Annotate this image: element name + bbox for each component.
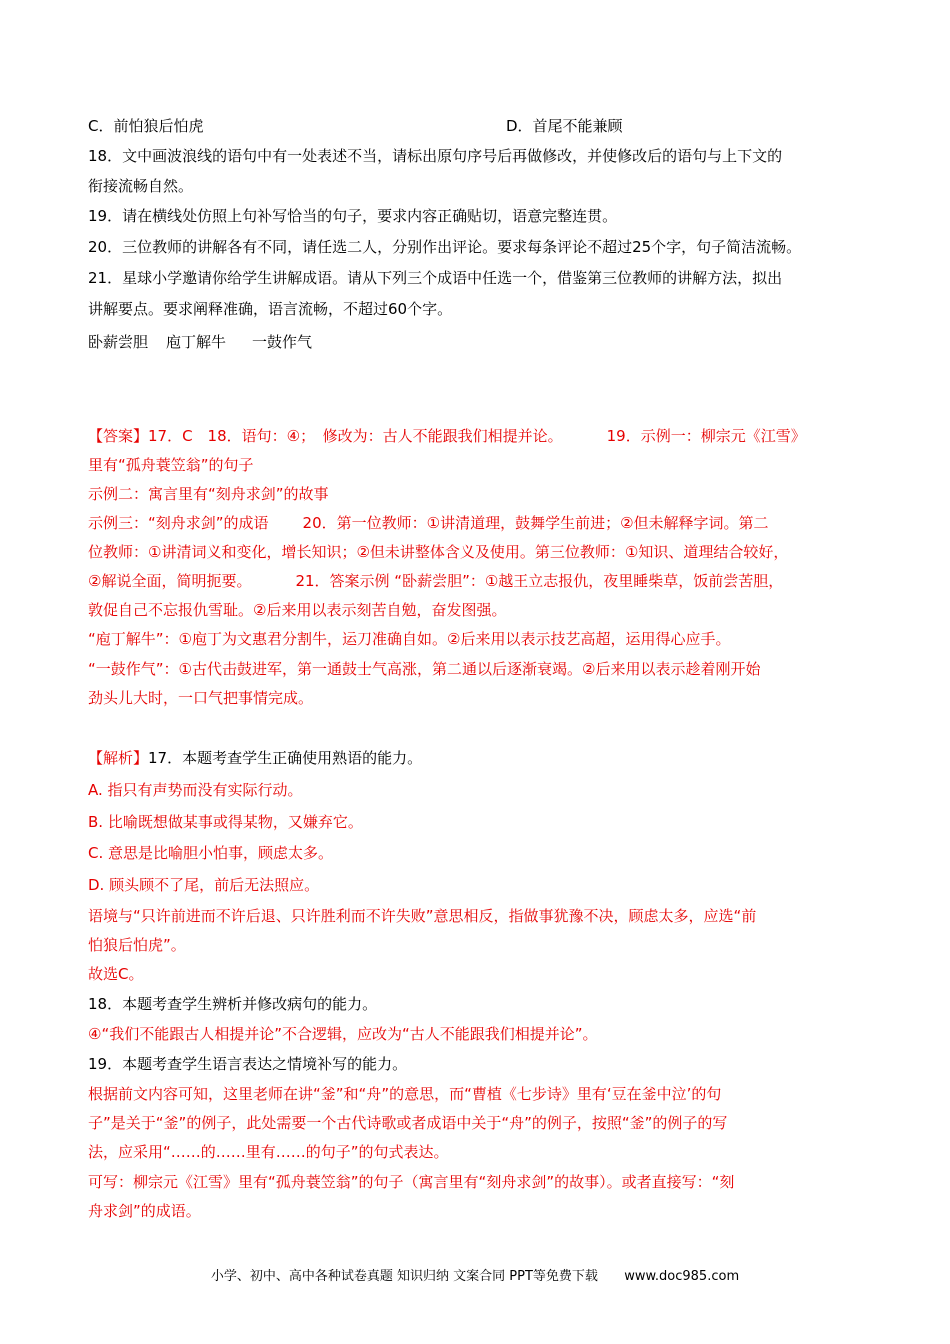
question-18-line-1: 18．文中画波浪线的语句中有一处表述不当，请标出原句序号后再做修改，并使修改后的语句与上下文的 — [88, 147, 783, 165]
question-19: 19．请在横线处仿照上句补写恰当的句子，要求内容正确贴切，语意完整连贯。 — [88, 207, 618, 225]
analysis-19-line-3: 法，应采用“……的……里有……的句子”的句式表达。 — [88, 1143, 449, 1161]
idiom-list — [88, 332, 312, 352]
idiom-3: 一鼓作气 — [252, 333, 313, 351]
question-20: 20．三位教师的讲解各有不同，请任选二人，分别作出评论。要求每条评论不超过25个字，句子简洁流畅。 — [88, 238, 802, 256]
answer-line-10: 劲头儿大时，一口气把事情完成。 — [88, 689, 314, 707]
analysis-17-intro: 17．本题考查学生正确使用熟语的能力。 — [148, 749, 423, 767]
footer-site-link[interactable]: www.doc985.com — [624, 1269, 740, 1284]
answer-line-9: “一鼓作气”：①古代击鼓进军，第一通鼓士气高涨，第二通以后逐渐衰竭。②后来用以表示趁着刚开始 — [88, 660, 761, 678]
answer-19-example-3: 示例三：“刻舟求剑”的成语 — [88, 514, 269, 532]
answer-line-2: 里有“孤舟蓑笠翁”的句子 — [88, 456, 254, 474]
idiom-2: 庖丁解牛 — [166, 333, 227, 351]
answer-20: 20．第一位教师：①讲清道理，鼓舞学生前进；②但未解释字词。第二 — [302, 514, 769, 532]
question-18-line-2: 衔接流畅自然。 — [88, 177, 194, 195]
analysis-19-intro: 19．本题考查学生语言表达之情境补写的能力。 — [88, 1055, 408, 1073]
answer-line-5: 位教师：①讲清词义和变化，增长知识；②但未讲整体含义及使用。第三位教师：①知识、道理结合较好， — [88, 543, 789, 561]
footer-text: 小学、初中、高中各种试卷真题 知识归纳 文案合同 PPT等免费下载 — [210, 1269, 598, 1284]
answer-20-end: ②解说全面，简明扼要。 — [88, 572, 252, 590]
answer-line-4 — [88, 513, 769, 533]
option-d: D．首尾不能兼顾 — [506, 117, 623, 135]
idiom-1: 卧薪尝胆 — [88, 333, 149, 351]
analysis-header — [88, 748, 422, 768]
analysis-18-intro: 18．本题考查学生辨析并修改病句的能力。 — [88, 995, 378, 1013]
analysis-18-explain: ④“我们不能跟古人相提并论”不合逻辑，应改为“古人不能跟我们相提并论”。 — [88, 1025, 598, 1043]
analysis-17-conclusion: 故选C。 — [88, 965, 144, 983]
answer-line-7: 敦促自己不忘报仇雪耻。②后来用以表示刻苦自勉，奋发图强。 — [88, 601, 507, 619]
analysis-option-a: A. 指只有声势而没有实际行动。 — [88, 781, 303, 799]
analysis-17-explain-2: 怕狼后怕虎”。 — [88, 936, 186, 954]
analysis-option-d: D. 顾头顾不了尾，前后无法照应。 — [88, 876, 320, 894]
analysis-label: 【解析】 — [88, 749, 149, 767]
answer-19-example-1: 19．示例一：柳宗元《江雪》 — [606, 427, 806, 445]
answer-21: 21．答案示例 “卧薪尝胆”：①越王立志报仇，夜里睡柴草，饭前尝苦胆， — [295, 572, 784, 590]
answer-17-18: 【答案】17．C 18．语句：④； 修改为：古人不能跟我们相提并论。 — [88, 427, 563, 445]
analysis-19-line-4: 可写：柳宗元《江雪》里有“孤舟蓑笠翁”的句子（寓言里有“刻舟求剑”的故事）。或者直接写：“刻 — [88, 1173, 735, 1191]
answer-line-6 — [88, 571, 783, 591]
analysis-19-line-1: 根据前文内容可知，这里老师在讲“釜”和“舟”的意思，而“曹植《七步诗》里有‘豆在釜中泣’的句 — [88, 1085, 722, 1103]
question-21-line-2: 讲解要点。要求阐释准确，语言流畅，不超过60个字。 — [88, 300, 453, 318]
option-row — [88, 116, 788, 136]
analysis-option-b: B. 比喻既想做某事或得某物，又嫌弃它。 — [88, 813, 363, 831]
answer-19-example-2: 示例二：寓言里有“刻舟求剑”的故事 — [88, 485, 329, 503]
answer-line-1 — [88, 426, 806, 446]
analysis-19-line-5: 舟求剑”的成语。 — [88, 1202, 201, 1220]
analysis-19-line-2: 子”是关于“釜”的例子，此处需要一个古代诗歌或者成语中关于“舟”的例子，按照“釜”的例子的写 — [88, 1114, 728, 1132]
analysis-17-explain-1: 语境与“只许前进而不许后退、只许胜利而不许失败”意思相反，指做事犹豫不决，顾虑太多，应选“前 — [88, 907, 757, 925]
option-c: C．前怕狼后怕虎 — [88, 117, 204, 135]
answer-line-8: “庖丁解牛”：①庖丁为文惠君分割牛，运刀准确自如。②后来用以表示技艺高超，运用得心应手。 — [88, 630, 731, 648]
analysis-option-c: C. 意思是比喻胆小怕事，顾虑太多。 — [88, 844, 334, 862]
page-footer — [0, 1268, 950, 1286]
question-21-line-1: 21．星球小学邀请你给学生讲解成语。请从下列三个成语中任选一个，借鉴第三位教师的讲解方法，拟出 — [88, 269, 783, 287]
